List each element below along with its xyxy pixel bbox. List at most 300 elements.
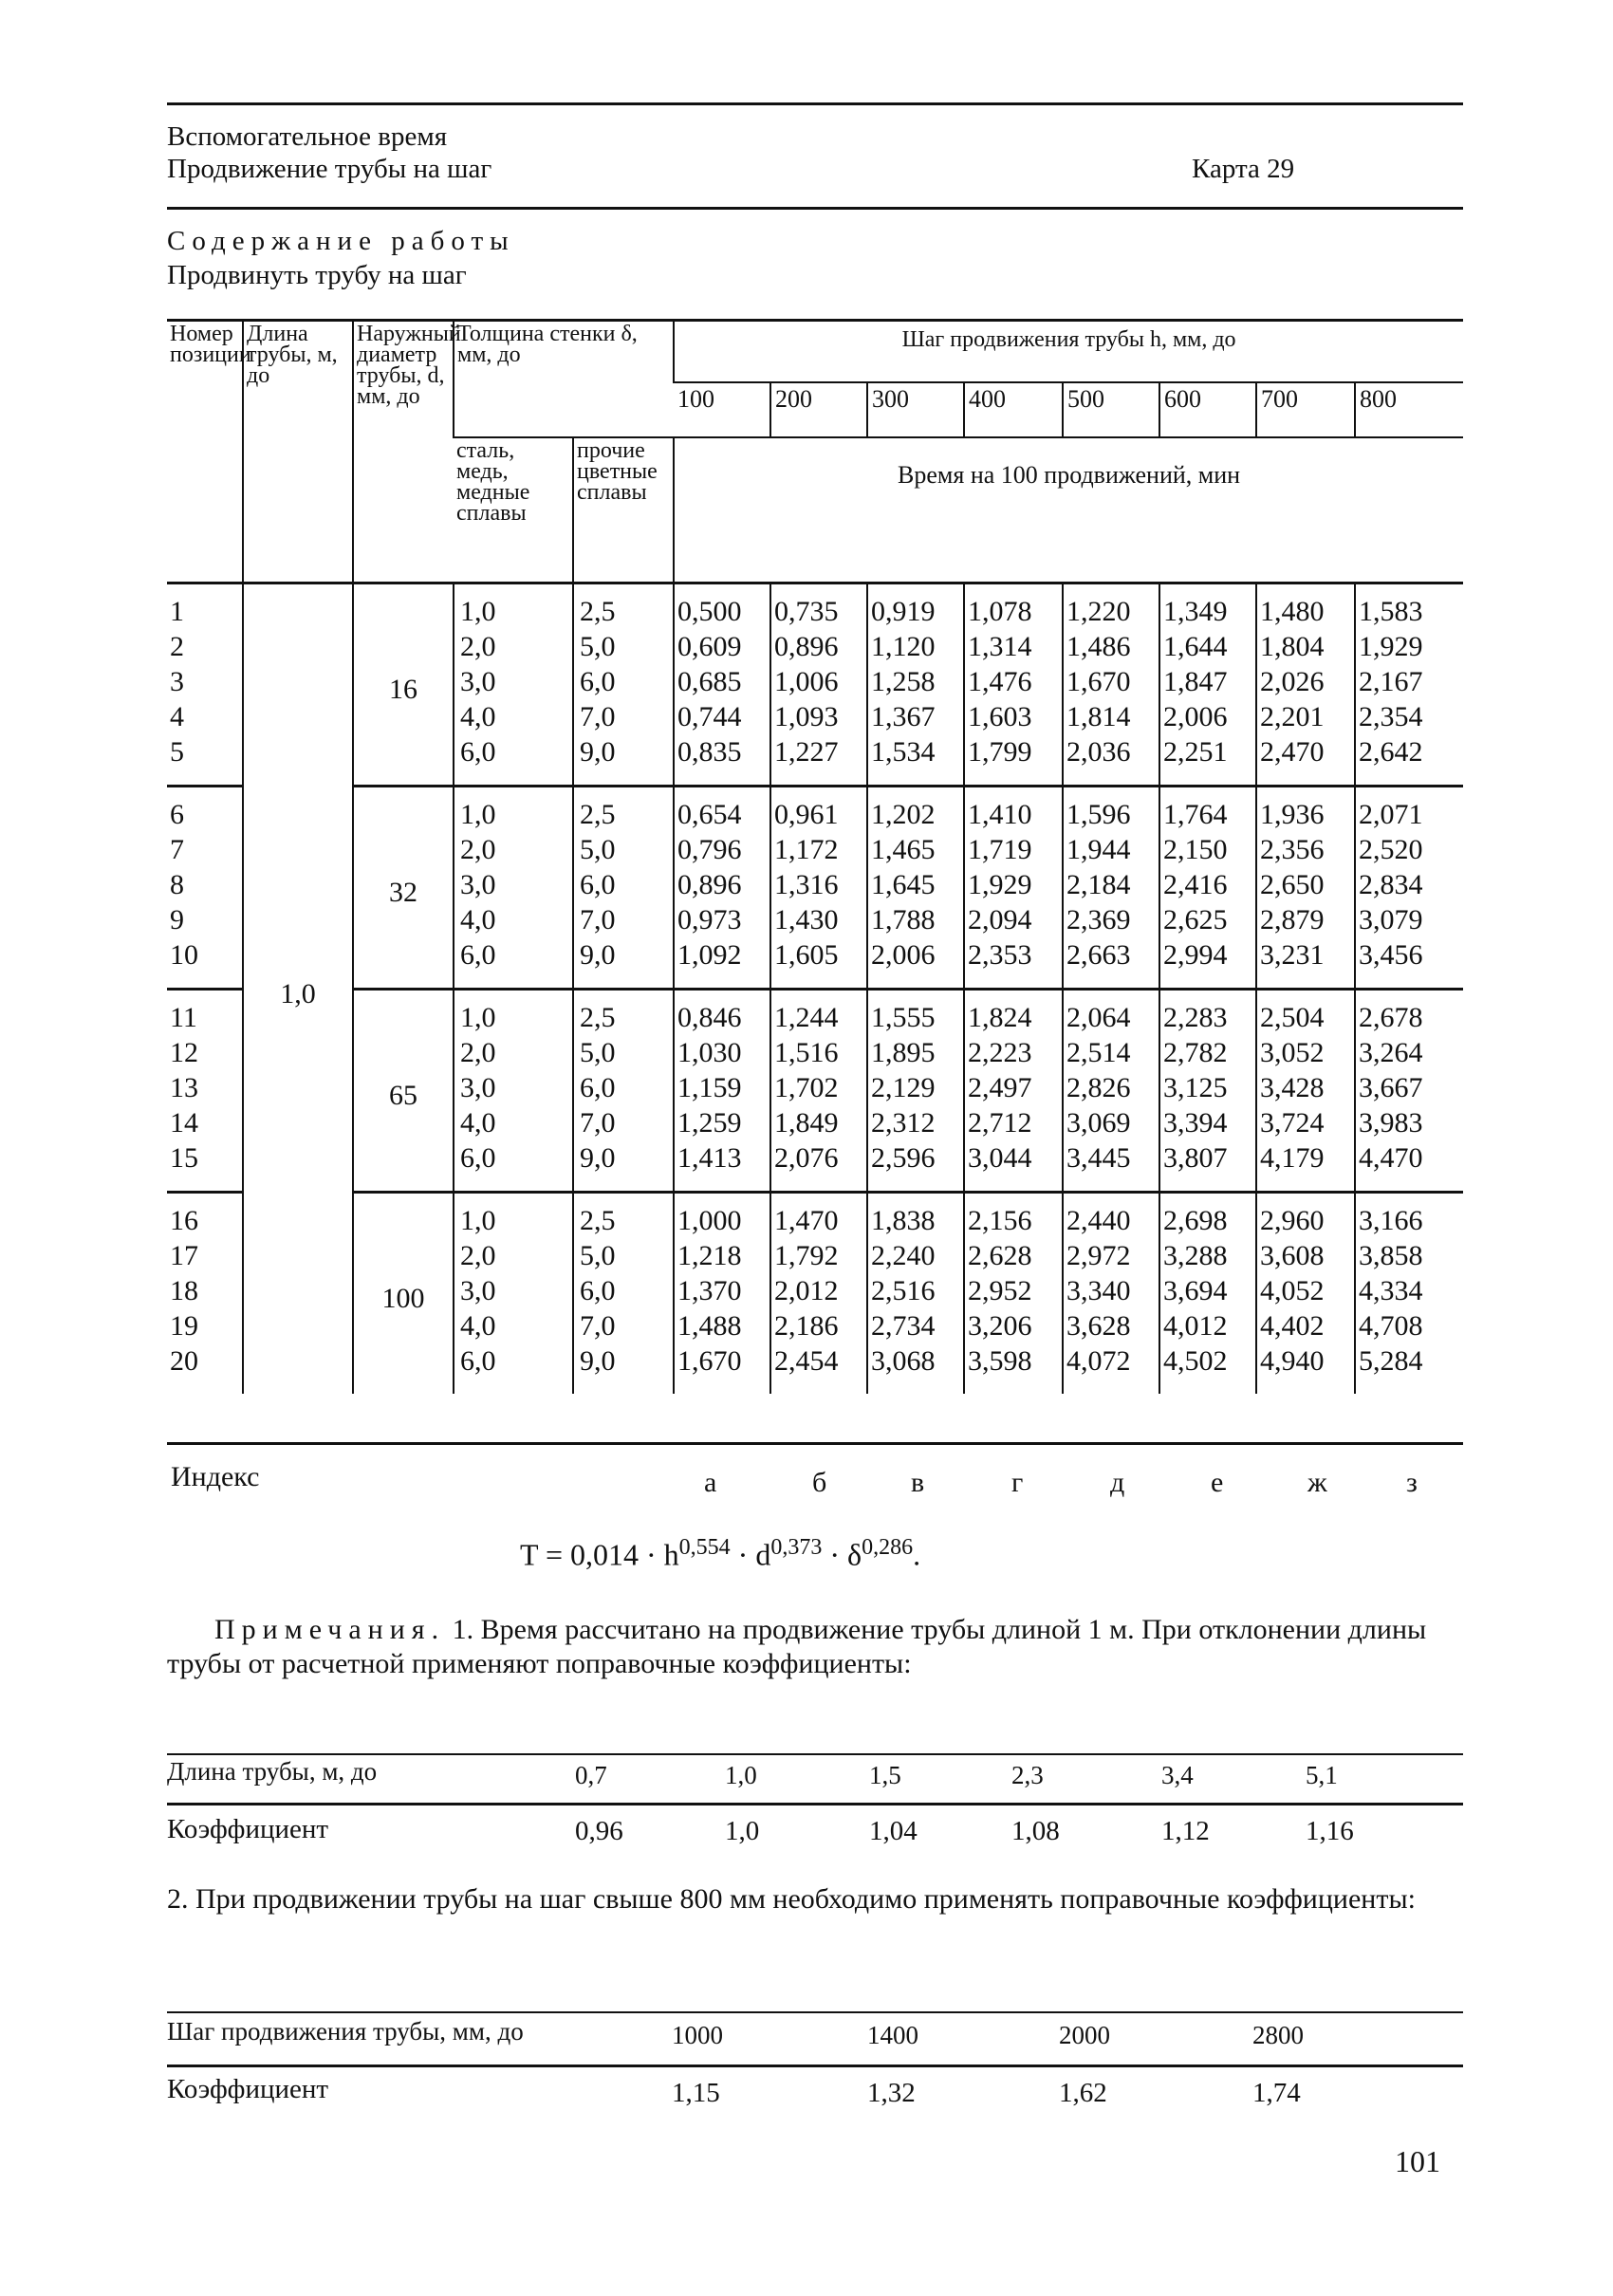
coef2-coefficient-value: 1,15 [672,2078,720,2108]
col-header-diameter: Наружный диаметр трубы, d, мм, до [353,321,454,583]
step-header-800: 800 [1355,382,1463,437]
time-value-cell: 3,288 [1159,1238,1256,1273]
coef1-coefficient-value: 1,16 [1306,1816,1354,1846]
time-value-cell: 1,596 [1063,787,1159,833]
position-cell: 1 [167,583,243,630]
wall-steel-cell: 1,0 [454,1193,573,1239]
step-header-100: 100 [674,382,770,437]
time-value-cell: 1,476 [964,664,1063,699]
time-value-cell: 1,847 [1159,664,1256,699]
time-value-cell: 3,125 [1159,1070,1256,1105]
wall-steel-cell: 4,0 [454,1105,573,1140]
table-row [167,787,1463,833]
time-value-cell: 3,069 [1063,1105,1159,1140]
time-value-cell: 2,628 [964,1238,1063,1273]
time-value-cell: 0,735 [770,583,867,630]
time-value-cell: 2,497 [964,1070,1063,1105]
time-value-cell: 1,804 [1256,629,1355,664]
wall-other-cell: 9,0 [573,734,674,787]
formula-exp-h: 0,554 [678,1535,731,1560]
wall-steel-cell: 1,0 [454,583,573,630]
time-value-cell: 1,092 [674,937,770,990]
step-header-300: 300 [867,382,964,437]
wall-other-cell: 7,0 [573,902,674,937]
index-letter: г [1011,1467,1024,1498]
time-value-cell: 1,719 [964,832,1063,867]
coef1-coefficient-value: 0,96 [575,1816,623,1846]
time-value-cell: 0,919 [867,583,964,630]
position-cell: 10 [170,939,198,971]
time-value-cell: 1,799 [964,734,1063,787]
time-value-cell: 2,972 [1063,1238,1159,1273]
time-value-cell: 4,052 [1256,1273,1355,1308]
time-value-cell: 1,644 [1159,629,1256,664]
wall-other-cell: 2,5 [573,990,674,1036]
position-cell: 12 [170,1037,198,1068]
time-value-cell: 2,312 [867,1105,964,1140]
wall-steel-cell: 1,0 [454,990,573,1036]
time-value-cell: 4,072 [1063,1343,1159,1394]
time-value-cell: 2,994 [1159,937,1256,990]
wall-steel-cell: 1,0 [454,787,573,833]
time-value-cell: 0,796 [674,832,770,867]
header-line2: Продвижение трубы на шаг [167,154,492,184]
time-value-cell: 1,367 [867,699,964,734]
time-value-cell: 1,159 [674,1070,770,1105]
wall-other-cell: 9,0 [573,1343,674,1394]
coef1-coefficient-value: 1,08 [1011,1816,1060,1846]
time-value-cell: 2,012 [770,1273,867,1308]
position-cell: 5 [170,736,184,768]
time-value-cell: 2,156 [964,1193,1063,1239]
time-value-cell: 2,369 [1063,902,1159,937]
time-value-cell: 3,206 [964,1308,1063,1343]
time-value-cell: 1,078 [964,583,1063,630]
coef1-coefficient-value: 1,0 [725,1816,760,1846]
wall-steel-cell: 3,0 [454,867,573,902]
index-letter: а [704,1467,717,1498]
coef2-coefficient-value: 1,32 [867,2078,916,2108]
position-cell: 19 [170,1310,198,1342]
time-value-cell: 1,944 [1063,832,1159,867]
coef2-top-rule [167,2011,1463,2013]
time-value-cell: 1,349 [1159,583,1256,630]
time-value-cell: 3,983 [1355,1105,1463,1140]
time-value-cell: 1,702 [770,1070,867,1105]
position-cell: 13 [170,1072,198,1103]
time-value-cell: 1,470 [770,1193,867,1239]
time-value-cell: 1,764 [1159,787,1256,833]
time-value-cell: 3,264 [1355,1035,1463,1070]
time-value-cell: 3,044 [964,1140,1063,1193]
time-value-cell: 1,218 [674,1238,770,1273]
index-letter: е [1211,1467,1224,1498]
position-cell: 8 [170,869,184,900]
time-value-cell: 3,340 [1063,1273,1159,1308]
time-value-cell: 0,846 [674,990,770,1036]
time-value-cell: 1,314 [964,629,1063,664]
wall-other-cell: 6,0 [573,1070,674,1105]
col-header-position: Номер позиции [167,321,243,583]
step-header-200: 200 [770,382,867,437]
time-value-cell: 1,895 [867,1035,964,1070]
coef2-label: Коэффициент [167,2074,329,2104]
card-number: Карта 29 [1192,154,1295,184]
time-value-cell: 1,929 [1355,629,1463,664]
time-value-cell: 2,353 [964,937,1063,990]
time-value-cell: 4,012 [1159,1308,1256,1343]
time-value-cell: 4,502 [1159,1343,1256,1394]
formula [520,1535,920,1573]
time-value-cell: 2,076 [770,1140,867,1193]
time-value-cell: 1,838 [867,1193,964,1239]
wall-steel-cell: 2,0 [454,1238,573,1273]
time-value-cell: 1,030 [674,1035,770,1070]
wall-steel-cell: 3,0 [454,1273,573,1308]
time-value-cell: 2,650 [1256,867,1355,902]
time-value-cell: 2,454 [770,1343,867,1394]
coef1-coefficient-value: 1,04 [869,1816,918,1846]
col-header-wall-other: прочие цветные сплавы [573,437,674,583]
col-header-wall-steel: сталь, медь, медные сплавы [456,438,530,527]
wall-other-cell: 5,0 [573,1238,674,1273]
time-value-cell: 0,961 [770,787,867,833]
time-value-cell: 0,500 [674,583,770,630]
formula-d: · d [730,1537,771,1572]
time-value-cell: 2,826 [1063,1070,1159,1105]
coef1-top-rule [167,1753,1463,1755]
diameter-cell: 32 [353,787,454,990]
time-value-cell: 1,244 [770,990,867,1036]
time-value-cell: 1,936 [1256,787,1355,833]
time-value-cell: 1,788 [867,902,964,937]
header-line1: Вспомогательное время [167,121,448,152]
wall-steel-cell: 3,0 [454,664,573,699]
time-value-cell: 3,231 [1256,937,1355,990]
table-row [167,1193,1463,1239]
time-value-cell: 4,470 [1355,1140,1463,1193]
time-value-cell: 2,504 [1256,990,1355,1036]
time-value-cell: 0,835 [674,734,770,787]
time-value-cell: 1,534 [867,734,964,787]
diameter-cell: 16 [353,583,454,787]
time-value-cell: 2,782 [1159,1035,1256,1070]
time-value-cell: 5,284 [1355,1343,1463,1394]
time-value-cell: 0,896 [674,867,770,902]
coef1-length-value: 2,3 [1011,1761,1044,1789]
time-value-cell: 2,283 [1159,990,1256,1036]
time-value-cell: 4,334 [1355,1273,1463,1308]
time-value-cell: 1,465 [867,832,964,867]
time-value-cell: 2,006 [1159,699,1256,734]
time-value-cell: 1,645 [867,867,964,902]
wall-other-cell: 2,5 [573,583,674,630]
coef1-coefficient-value: 1,12 [1161,1816,1210,1846]
coef1-length-value: 5,1 [1306,1761,1338,1789]
time-value-cell: 1,006 [770,664,867,699]
note-2: 2. При продвижении трубы на шаг свыше 800 мм необходимо применять поправочные коэффициенты: [167,1883,1416,1915]
time-value-cell: 4,940 [1256,1343,1355,1394]
time-value-cell: 0,973 [674,902,770,937]
time-value-cell: 1,670 [1063,664,1159,699]
wall-other-cell: 9,0 [573,937,674,990]
position-cell: 9 [170,904,184,935]
time-value-cell: 3,445 [1063,1140,1159,1193]
time-value-cell: 1,488 [674,1308,770,1343]
position-cell: 3 [170,666,184,697]
wall-steel-cell: 4,0 [454,1308,573,1343]
time-value-cell: 4,179 [1256,1140,1355,1193]
wall-steel-cell: 2,0 [454,832,573,867]
time-value-cell: 1,000 [674,1193,770,1239]
time-value-cell: 3,394 [1159,1105,1256,1140]
time-value-cell: 2,416 [1159,867,1256,902]
time-value-cell: 0,609 [674,629,770,664]
wall-steel-cell: 6,0 [454,734,573,787]
wall-steel-cell: 6,0 [454,937,573,990]
time-value-cell: 2,960 [1256,1193,1355,1239]
coef1-length-value: 0,7 [575,1761,607,1789]
col-header-step: Шаг продвижения трубы h, мм, до [674,321,1463,383]
coef2-step-value: 2000 [1059,2021,1110,2049]
coef1-length-value: 1,0 [725,1761,757,1789]
col-header-time: Время на 100 продвижений, мин [674,437,1463,583]
time-value-cell: 2,642 [1355,734,1463,787]
time-value-cell: 3,166 [1355,1193,1463,1239]
notes-label: Примечания. [214,1614,446,1645]
time-value-cell: 1,603 [964,699,1063,734]
time-value-cell: 2,129 [867,1070,964,1105]
table-row [167,583,1463,630]
coef1-length-value: 1,5 [869,1761,901,1789]
formula-exp-delta: 0,286 [862,1535,914,1560]
time-value-cell: 3,079 [1355,902,1463,937]
time-value-cell: 3,628 [1063,1308,1159,1343]
wall-steel-cell: 6,0 [454,1140,573,1193]
time-value-cell: 2,036 [1063,734,1159,787]
time-value-cell: 2,470 [1256,734,1355,787]
time-value-cell: 2,356 [1256,832,1355,867]
time-value-cell: 4,708 [1355,1308,1463,1343]
step-header-500: 500 [1063,382,1159,437]
position-cell: 16 [167,1193,243,1239]
time-value-cell: 1,259 [674,1105,770,1140]
formula-exp-d: 0,373 [770,1535,823,1560]
wall-other-cell: 7,0 [573,699,674,734]
index-letter: ж [1307,1467,1327,1498]
coef2-mid-rule [167,2065,1463,2067]
time-norm-table [167,319,1463,1394]
time-value-cell: 1,814 [1063,699,1159,734]
time-value-cell: 2,520 [1355,832,1463,867]
coef2-step-value: 1400 [867,2021,918,2049]
time-value-cell: 2,064 [1063,990,1159,1036]
time-value-cell: 2,698 [1159,1193,1256,1239]
wall-other-cell: 5,0 [573,1035,674,1070]
time-value-cell: 2,071 [1355,787,1463,833]
time-value-cell: 3,068 [867,1343,964,1394]
time-value-cell: 3,428 [1256,1070,1355,1105]
time-value-cell: 1,093 [770,699,867,734]
content-title: Содержание работы [167,226,515,256]
formula-delta: · δ [822,1537,862,1572]
table-row [167,990,1463,1036]
time-value-cell: 1,220 [1063,583,1159,630]
coef2-header-label: Шаг продвижения трубы, мм, до [167,2017,524,2046]
time-value-cell: 1,258 [867,664,964,699]
time-value-cell: 3,667 [1355,1070,1463,1105]
time-value-cell: 1,202 [867,787,964,833]
coef1-mid-rule [167,1803,1463,1805]
time-value-cell: 1,516 [770,1035,867,1070]
time-value-cell: 3,598 [964,1343,1063,1394]
step-header-400: 400 [964,382,1063,437]
wall-other-cell: 7,0 [573,1105,674,1140]
wall-steel-cell: 3,0 [454,1070,573,1105]
time-value-cell: 2,251 [1159,734,1256,787]
time-value-cell: 1,605 [770,937,867,990]
coef1-length-value: 3,4 [1161,1761,1194,1789]
formula-end: . [913,1537,921,1572]
time-value-cell: 2,150 [1159,832,1256,867]
diameter-cell: 65 [353,990,454,1193]
time-value-cell: 1,849 [770,1105,867,1140]
time-value-cell: 1,792 [770,1238,867,1273]
time-value-cell: 2,514 [1063,1035,1159,1070]
time-value-cell: 1,120 [867,629,964,664]
length-cell: 1,0 [243,583,353,1395]
time-value-cell: 3,052 [1256,1035,1355,1070]
diameter-cell: 100 [353,1193,454,1395]
coef2-coefficient-value: 1,74 [1252,2078,1301,2108]
time-value-cell: 2,879 [1256,902,1355,937]
position-cell: 20 [170,1345,198,1377]
wall-steel-cell: 2,0 [454,629,573,664]
position-cell: 6 [167,787,243,833]
step-header-600: 600 [1159,382,1256,437]
wall-other-cell: 9,0 [573,1140,674,1193]
time-value-cell: 2,712 [964,1105,1063,1140]
coef2-coefficient-value: 1,62 [1059,2078,1107,2108]
time-value-cell: 3,858 [1355,1238,1463,1273]
time-value-cell: 2,734 [867,1308,964,1343]
position-cell: 14 [170,1107,198,1139]
time-value-cell: 2,223 [964,1035,1063,1070]
time-value-cell: 3,724 [1256,1105,1355,1140]
time-value-cell: 1,410 [964,787,1063,833]
index-label: Индекс [171,1461,260,1492]
time-value-cell: 2,167 [1355,664,1463,699]
col-header-length: Длина трубы, м, до [243,321,353,583]
time-value-cell: 2,440 [1063,1193,1159,1239]
time-value-cell: 0,654 [674,787,770,833]
wall-other-cell: 6,0 [573,867,674,902]
time-value-cell: 3,456 [1355,937,1463,990]
time-value-cell: 2,184 [1063,867,1159,902]
time-value-cell: 2,354 [1355,699,1463,734]
time-value-cell: 2,834 [1355,867,1463,902]
time-value-cell: 1,480 [1256,583,1355,630]
time-value-cell: 2,201 [1256,699,1355,734]
wall-other-cell: 2,5 [573,1193,674,1239]
time-value-cell: 0,896 [770,629,867,664]
position-cell: 7 [170,834,184,865]
time-value-cell: 2,952 [964,1273,1063,1308]
time-value-cell: 2,026 [1256,664,1355,699]
note-1-text: 1. Время рассчитано на продвижение трубы длиной 1 м. При отклонении длины трубы от расчетной применяют поправочные коэффициенты: [167,1614,1427,1679]
coef1-label: Коэффициент [167,1814,329,1844]
time-value-cell: 4,402 [1256,1308,1355,1343]
wall-other-cell: 6,0 [573,1273,674,1308]
page-number: 101 [1395,2144,1440,2178]
coef2-step-value: 2800 [1252,2021,1304,2049]
time-value-cell: 3,807 [1159,1140,1256,1193]
formula-lhs: T = 0,014 · h [520,1537,679,1572]
index-letter: б [812,1467,827,1498]
time-value-cell: 3,608 [1256,1238,1355,1273]
position-cell: 15 [170,1142,198,1174]
wall-steel-cell: 4,0 [454,902,573,937]
wall-other-cell: 6,0 [573,664,674,699]
wall-other-cell: 5,0 [573,629,674,664]
time-value-cell: 2,625 [1159,902,1256,937]
position-cell: 17 [170,1240,198,1271]
time-value-cell: 3,694 [1159,1273,1256,1308]
time-value-cell: 2,596 [867,1140,964,1193]
time-value-cell: 1,172 [770,832,867,867]
time-value-cell: 2,094 [964,902,1063,937]
time-value-cell: 2,663 [1063,937,1159,990]
position-cell: 11 [167,990,243,1036]
step-header-700: 700 [1256,382,1355,437]
time-value-cell: 1,370 [674,1273,770,1308]
time-value-cell: 1,583 [1355,583,1463,630]
table-bottom-rule [167,1442,1463,1445]
coef1-header-label: Длина трубы, м, до [167,1757,378,1786]
coef2-step-value: 1000 [672,2021,723,2049]
position-cell: 2 [170,631,184,662]
time-value-cell: 0,685 [674,664,770,699]
header-bottom-rule [167,207,1463,210]
time-value-cell: 2,678 [1355,990,1463,1036]
wall-other-cell: 5,0 [573,832,674,867]
time-value-cell: 1,555 [867,990,964,1036]
time-value-cell: 2,516 [867,1273,964,1308]
time-value-cell: 1,413 [674,1140,770,1193]
time-value-cell: 2,006 [867,937,964,990]
time-value-cell: 1,227 [770,734,867,787]
wall-steel-cell: 2,0 [454,1035,573,1070]
time-value-cell: 2,240 [867,1238,964,1273]
time-value-cell: 1,929 [964,867,1063,902]
wall-other-cell: 2,5 [573,787,674,833]
time-value-cell: 1,316 [770,867,867,902]
position-cell: 4 [170,701,184,732]
header-top-rule [167,102,1463,105]
time-value-cell: 0,744 [674,699,770,734]
wall-steel-cell: 4,0 [454,699,573,734]
time-value-cell: 1,486 [1063,629,1159,664]
wall-steel-cell: 6,0 [454,1343,573,1394]
content-text: Продвинуть трубу на шаг [167,260,467,290]
time-value-cell: 1,824 [964,990,1063,1036]
index-letter: д [1110,1467,1125,1498]
time-value-cell: 1,430 [770,902,867,937]
wall-other-cell: 7,0 [573,1308,674,1343]
col-header-wall: Толщина стенки δ, мм, до [454,321,674,438]
note-1 [167,1613,1463,1681]
time-value-cell: 1,670 [674,1343,770,1394]
